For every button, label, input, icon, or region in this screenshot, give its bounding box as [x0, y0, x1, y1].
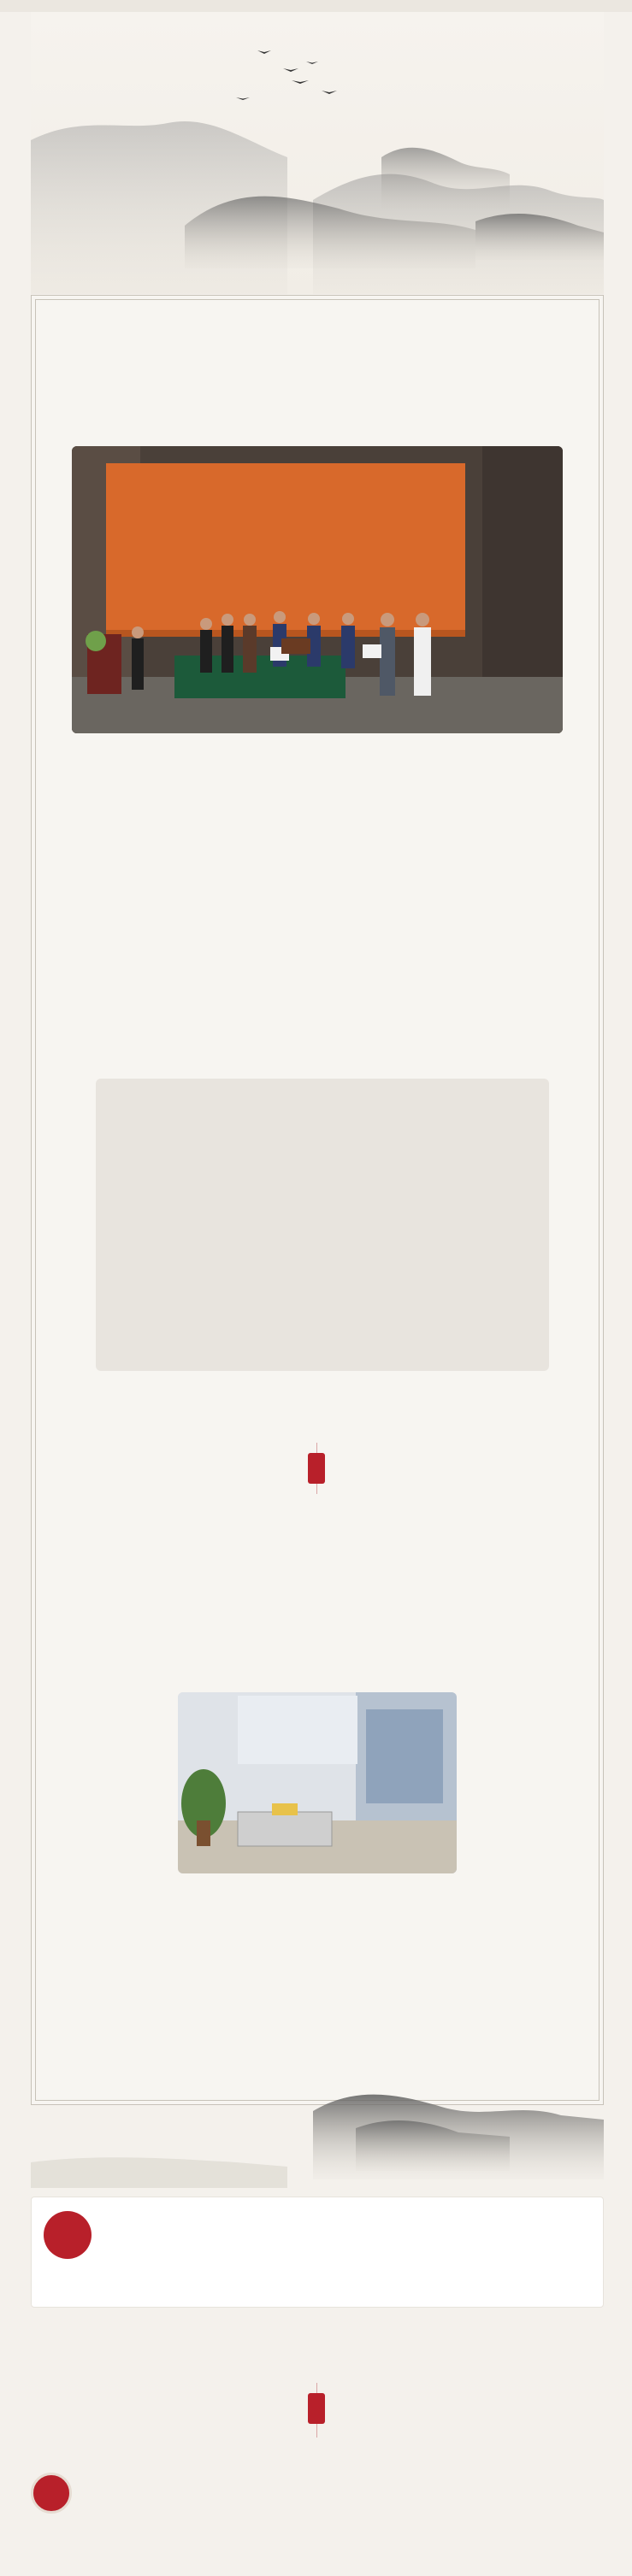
account-logo — [44, 2211, 92, 2259]
follow-avatar[interactable] — [31, 2473, 72, 2514]
seal-stamp-2 — [308, 2393, 325, 2424]
ink-landscape-footer — [31, 2034, 604, 2205]
exhibition-opening-photo[interactable] — [72, 446, 563, 733]
account-card[interactable] — [31, 2197, 604, 2308]
birds-icon — [236, 50, 337, 100]
ink-landscape-header — [31, 12, 604, 294]
book-set-photo[interactable] — [96, 1079, 549, 1371]
top-bar — [0, 0, 632, 12]
collection-center-photo[interactable] — [178, 1692, 457, 1873]
book-spines — [103, 1108, 542, 1364]
book-top-characters — [103, 1082, 542, 1113]
seal-stamp-1 — [308, 1453, 325, 1484]
